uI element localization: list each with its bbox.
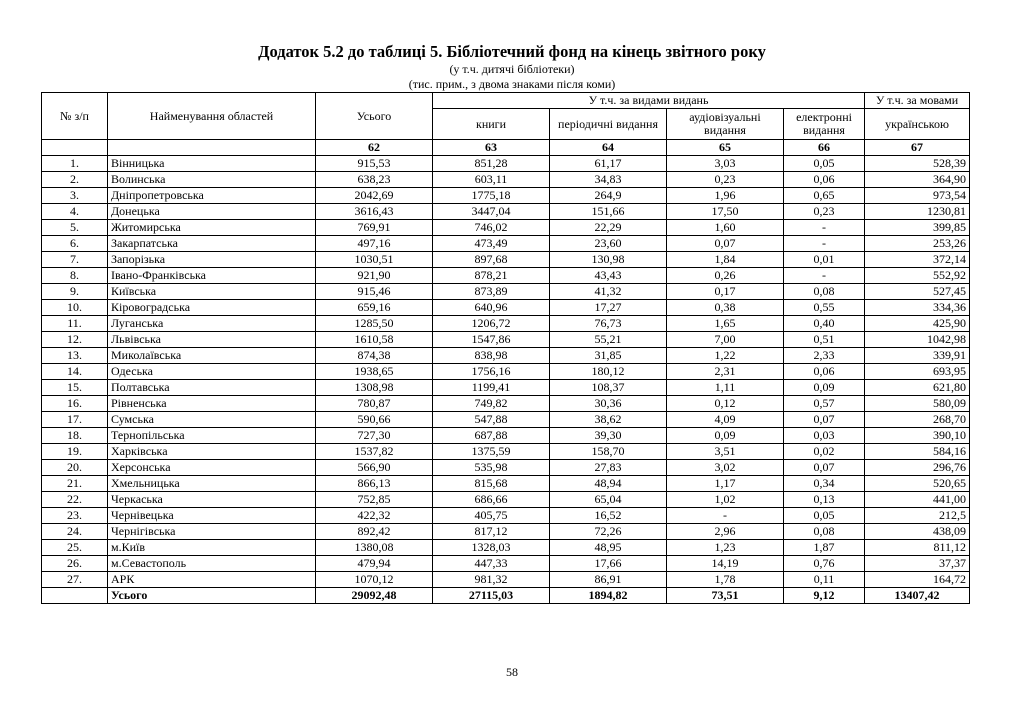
cell-books: 603,11 (433, 172, 550, 188)
cell-audiovisual: 1,22 (667, 348, 784, 364)
table-row (42, 204, 970, 220)
cell-num: 16. (42, 396, 108, 412)
header-ukrainian: українською (865, 109, 970, 140)
code-cell: 63 (433, 140, 550, 156)
cell-electronic: 0,08 (784, 284, 865, 300)
cell-num: 7. (42, 252, 108, 268)
cell-electronic: 0,06 (784, 364, 865, 380)
cell-name: Дніпропетровська (108, 188, 316, 204)
cell-periodicals: 16,52 (550, 508, 667, 524)
cell-books: 686,66 (433, 492, 550, 508)
cell-ukrainian: 1042,98 (865, 332, 970, 348)
cell-name: Закарпатська (108, 236, 316, 252)
cell-total: 921,90 (316, 268, 433, 284)
cell-total: 1030,51 (316, 252, 433, 268)
header-name: Найменування областей (108, 93, 316, 140)
cell-total: 915,53 (316, 156, 433, 172)
table-row (42, 252, 970, 268)
cell-num: 17. (42, 412, 108, 428)
cell-electronic: 0,40 (784, 316, 865, 332)
table-row (42, 508, 970, 524)
cell-total: 590,66 (316, 412, 433, 428)
table-row (42, 396, 970, 412)
cell-ukrainian: 339,91 (865, 348, 970, 364)
cell-periodicals: 30,36 (550, 396, 667, 412)
cell-electronic: - (784, 268, 865, 284)
cell-audiovisual: 0,09 (667, 428, 784, 444)
cell-num: 26. (42, 556, 108, 572)
table-row (42, 220, 970, 236)
total-cell-periodicals: 1894,82 (550, 588, 667, 604)
cell-name: Донецька (108, 204, 316, 220)
total-cell-total: 29092,48 (316, 588, 433, 604)
cell-ukrainian: 425,90 (865, 316, 970, 332)
cell-name: Волинська (108, 172, 316, 188)
document-units-note: (тис. прим., з двома знаками після коми) (408, 77, 616, 91)
cell-electronic: 0,01 (784, 252, 865, 268)
cell-books: 473,49 (433, 236, 550, 252)
cell-name: АРК (108, 572, 316, 588)
table-row (42, 492, 970, 508)
header-by-type: У т.ч. за видами видань (433, 93, 865, 109)
cell-audiovisual: 14,19 (667, 556, 784, 572)
cell-periodicals: 34,83 (550, 172, 667, 188)
table-row (42, 540, 970, 556)
cell-periodicals: 48,94 (550, 476, 667, 492)
cell-total: 752,85 (316, 492, 433, 508)
document-title: Додаток 5.2 до таблиці 5. Бібліотечний фонд на кінець звітного року (258, 42, 766, 61)
cell-periodicals: 23,60 (550, 236, 667, 252)
cell-name: Вінницька (108, 156, 316, 172)
cell-periodicals: 39,30 (550, 428, 667, 444)
cell-audiovisual: - (667, 508, 784, 524)
cell-periodicals: 108,37 (550, 380, 667, 396)
cell-electronic: 0,57 (784, 396, 865, 412)
cell-ukrainian: 438,09 (865, 524, 970, 540)
cell-total: 915,46 (316, 284, 433, 300)
cell-total: 769,91 (316, 220, 433, 236)
cell-total: 497,16 (316, 236, 433, 252)
cell-ukrainian: 364,90 (865, 172, 970, 188)
cell-name: Рівненська (108, 396, 316, 412)
cell-electronic: 0,03 (784, 428, 865, 444)
cell-num: 6. (42, 236, 108, 252)
cell-periodicals: 41,32 (550, 284, 667, 300)
cell-ukrainian: 212,5 (865, 508, 970, 524)
cell-total: 1938,65 (316, 364, 433, 380)
cell-books: 851,28 (433, 156, 550, 172)
cell-name: Івано-Франківська (108, 268, 316, 284)
cell-total: 874,38 (316, 348, 433, 364)
table-row (42, 428, 970, 444)
cell-audiovisual: 2,31 (667, 364, 784, 380)
cell-ukrainian: 811,12 (865, 540, 970, 556)
cell-ukrainian: 37,37 (865, 556, 970, 572)
cell-num: 1. (42, 156, 108, 172)
cell-books: 817,12 (433, 524, 550, 540)
cell-periodicals: 48,95 (550, 540, 667, 556)
cell-audiovisual: 1,78 (667, 572, 784, 588)
cell-periodicals: 61,17 (550, 156, 667, 172)
cell-audiovisual: 1,96 (667, 188, 784, 204)
cell-name: Харківська (108, 444, 316, 460)
cell-audiovisual: 0,26 (667, 268, 784, 284)
code-cell: 67 (865, 140, 970, 156)
cell-num: 15. (42, 380, 108, 396)
cell-periodicals: 151,66 (550, 204, 667, 220)
table-row (42, 524, 970, 540)
cell-total: 866,13 (316, 476, 433, 492)
cell-books: 897,68 (433, 252, 550, 268)
code-cell: 62 (316, 140, 433, 156)
cell-num: 22. (42, 492, 108, 508)
cell-name: Херсонська (108, 460, 316, 476)
cell-electronic: 0,07 (784, 460, 865, 476)
cell-electronic: 2,33 (784, 348, 865, 364)
cell-total: 638,23 (316, 172, 433, 188)
cell-num: 12. (42, 332, 108, 348)
table-row (42, 476, 970, 492)
cell-name: м.Севастополь (108, 556, 316, 572)
cell-audiovisual: 0,12 (667, 396, 784, 412)
header-books: книги (433, 109, 550, 140)
cell-periodicals: 65,04 (550, 492, 667, 508)
cell-num: 21. (42, 476, 108, 492)
cell-ukrainian: 441,00 (865, 492, 970, 508)
cell-audiovisual: 3,02 (667, 460, 784, 476)
cell-electronic: 0,08 (784, 524, 865, 540)
cell-periodicals: 264,9 (550, 188, 667, 204)
cell-ukrainian: 973,54 (865, 188, 970, 204)
table-row (42, 332, 970, 348)
code-cell: 66 (784, 140, 865, 156)
cell-ukrainian: 584,16 (865, 444, 970, 460)
cell-audiovisual: 1,60 (667, 220, 784, 236)
cell-books: 746,02 (433, 220, 550, 236)
cell-ukrainian: 296,76 (865, 460, 970, 476)
cell-electronic: 0,02 (784, 444, 865, 460)
header-codes-row (42, 140, 970, 156)
cell-ukrainian: 1230,81 (865, 204, 970, 220)
cell-total: 1610,58 (316, 332, 433, 348)
cell-audiovisual: 0,07 (667, 236, 784, 252)
cell-num: 2. (42, 172, 108, 188)
cell-periodicals: 130,98 (550, 252, 667, 268)
total-cell-books: 27115,03 (433, 588, 550, 604)
total-cell-audiovisual: 73,51 (667, 588, 784, 604)
cell-ukrainian: 528,39 (865, 156, 970, 172)
cell-audiovisual: 3,03 (667, 156, 784, 172)
cell-total: 1070,12 (316, 572, 433, 588)
cell-audiovisual: 17,50 (667, 204, 784, 220)
cell-name: м.Київ (108, 540, 316, 556)
code-cell: 65 (667, 140, 784, 156)
cell-name: Луганська (108, 316, 316, 332)
cell-name: Кіровоградська (108, 300, 316, 316)
cell-periodicals: 55,21 (550, 332, 667, 348)
total-cell-electronic: 9,12 (784, 588, 865, 604)
cell-name: Одеська (108, 364, 316, 380)
cell-electronic: - (784, 236, 865, 252)
table-row (42, 188, 970, 204)
cell-audiovisual: 0,17 (667, 284, 784, 300)
cell-name: Сумська (108, 412, 316, 428)
cell-num: 25. (42, 540, 108, 556)
cell-books: 405,75 (433, 508, 550, 524)
cell-audiovisual: 1,11 (667, 380, 784, 396)
header-electronic: електронні видання (784, 109, 865, 140)
cell-total: 566,90 (316, 460, 433, 476)
cell-num: 14. (42, 364, 108, 380)
cell-ukrainian: 520,65 (865, 476, 970, 492)
library-fund-table (41, 92, 970, 604)
cell-periodicals: 17,66 (550, 556, 667, 572)
cell-books: 3447,04 (433, 204, 550, 220)
cell-ukrainian: 399,85 (865, 220, 970, 236)
cell-periodicals: 38,62 (550, 412, 667, 428)
cell-num: 13. (42, 348, 108, 364)
table-row (42, 444, 970, 460)
header-audiovisual: аудіовізуальні видання (667, 109, 784, 140)
cell-periodicals: 43,43 (550, 268, 667, 284)
cell-ukrainian: 268,70 (865, 412, 970, 428)
cell-num: 3. (42, 188, 108, 204)
cell-periodicals: 86,91 (550, 572, 667, 588)
cell-total: 3616,43 (316, 204, 433, 220)
header-row-1 (42, 93, 970, 109)
cell-books: 815,68 (433, 476, 550, 492)
cell-num: 23. (42, 508, 108, 524)
table-row (42, 316, 970, 332)
cell-total: 659,16 (316, 300, 433, 316)
cell-num: 18. (42, 428, 108, 444)
cell-name: Миколаївська (108, 348, 316, 364)
cell-books: 447,33 (433, 556, 550, 572)
table-row (42, 556, 970, 572)
cell-electronic: 0,55 (784, 300, 865, 316)
table-row (42, 348, 970, 364)
total-cell-label: Усього (108, 588, 316, 604)
cell-total: 2042,69 (316, 188, 433, 204)
cell-books: 1756,16 (433, 364, 550, 380)
cell-periodicals: 76,73 (550, 316, 667, 332)
document-subtitle: (у т.ч. дитячі бібліотеки) (449, 62, 575, 76)
cell-ukrainian: 580,09 (865, 396, 970, 412)
cell-books: 1199,41 (433, 380, 550, 396)
cell-books: 687,88 (433, 428, 550, 444)
cell-audiovisual: 1,17 (667, 476, 784, 492)
cell-total: 1285,50 (316, 316, 433, 332)
cell-audiovisual: 0,23 (667, 172, 784, 188)
cell-electronic: - (784, 220, 865, 236)
total-cell-ukrainian: 13407,42 (865, 588, 970, 604)
cell-num: 5. (42, 220, 108, 236)
cell-total: 727,30 (316, 428, 433, 444)
table-row (42, 460, 970, 476)
cell-electronic: 0,11 (784, 572, 865, 588)
cell-electronic: 0,05 (784, 156, 865, 172)
cell-audiovisual: 0,38 (667, 300, 784, 316)
cell-books: 981,32 (433, 572, 550, 588)
cell-name: Запорізька (108, 252, 316, 268)
cell-books: 1328,03 (433, 540, 550, 556)
cell-num: 20. (42, 460, 108, 476)
cell-name: Чернівецька (108, 508, 316, 524)
cell-name: Хмельницька (108, 476, 316, 492)
cell-electronic: 0,13 (784, 492, 865, 508)
cell-periodicals: 17,27 (550, 300, 667, 316)
cell-books: 640,96 (433, 300, 550, 316)
cell-periodicals: 31,85 (550, 348, 667, 364)
total-cell-empty (42, 588, 108, 604)
cell-books: 1375,59 (433, 444, 550, 460)
cell-books: 749,82 (433, 396, 550, 412)
cell-audiovisual: 1,65 (667, 316, 784, 332)
table-row (42, 572, 970, 588)
cell-num: 10. (42, 300, 108, 316)
table-row (42, 172, 970, 188)
table-row (42, 236, 970, 252)
cell-name: Житомирська (108, 220, 316, 236)
cell-num: 4. (42, 204, 108, 220)
cell-ukrainian: 552,92 (865, 268, 970, 284)
cell-ukrainian: 693,95 (865, 364, 970, 380)
cell-name: Тернопільська (108, 428, 316, 444)
cell-electronic: 0,34 (784, 476, 865, 492)
cell-electronic: 0,51 (784, 332, 865, 348)
cell-total: 1380,08 (316, 540, 433, 556)
cell-ukrainian: 621,80 (865, 380, 970, 396)
table-row (42, 284, 970, 300)
cell-periodicals: 180,12 (550, 364, 667, 380)
cell-books: 1206,72 (433, 316, 550, 332)
cell-ukrainian: 527,45 (865, 284, 970, 300)
cell-periodicals: 27,83 (550, 460, 667, 476)
cell-books: 547,88 (433, 412, 550, 428)
cell-num: 19. (42, 444, 108, 460)
cell-total: 479,94 (316, 556, 433, 572)
cell-total: 422,32 (316, 508, 433, 524)
cell-books: 535,98 (433, 460, 550, 476)
code-cell: 64 (550, 140, 667, 156)
header-by-language: У т.ч. за мовами (865, 93, 970, 109)
cell-books: 1775,18 (433, 188, 550, 204)
cell-audiovisual: 7,00 (667, 332, 784, 348)
cell-periodicals: 72,26 (550, 524, 667, 540)
header-num: № з/п (42, 93, 108, 140)
cell-electronic: 0,76 (784, 556, 865, 572)
cell-name: Чернігівська (108, 524, 316, 540)
cell-audiovisual: 1,84 (667, 252, 784, 268)
cell-periodicals: 22,29 (550, 220, 667, 236)
cell-num: 27. (42, 572, 108, 588)
cell-ukrainian: 372,14 (865, 252, 970, 268)
cell-name: Черкаська (108, 492, 316, 508)
cell-name: Київська (108, 284, 316, 300)
cell-electronic: 0,07 (784, 412, 865, 428)
totals-row (42, 588, 970, 604)
cell-electronic: 0,65 (784, 188, 865, 204)
table-row (42, 364, 970, 380)
cell-ukrainian: 164,72 (865, 572, 970, 588)
cell-audiovisual: 1,23 (667, 540, 784, 556)
cell-ukrainian: 253,26 (865, 236, 970, 252)
table-row (42, 300, 970, 316)
cell-electronic: 0,06 (784, 172, 865, 188)
table-row (42, 268, 970, 284)
cell-electronic: 1,87 (784, 540, 865, 556)
cell-electronic: 0,23 (784, 204, 865, 220)
cell-name: Львівська (108, 332, 316, 348)
cell-audiovisual: 1,02 (667, 492, 784, 508)
cell-books: 878,21 (433, 268, 550, 284)
header-periodicals: періодичні видання (550, 109, 667, 140)
cell-total: 1537,82 (316, 444, 433, 460)
table-row (42, 156, 970, 172)
cell-total: 780,87 (316, 396, 433, 412)
cell-ukrainian: 390,10 (865, 428, 970, 444)
cell-ukrainian: 334,36 (865, 300, 970, 316)
cell-num: 9. (42, 284, 108, 300)
cell-num: 24. (42, 524, 108, 540)
cell-periodicals: 158,70 (550, 444, 667, 460)
cell-books: 838,98 (433, 348, 550, 364)
cell-name: Полтавська (108, 380, 316, 396)
table-row (42, 412, 970, 428)
cell-audiovisual: 4,09 (667, 412, 784, 428)
cell-num: 8. (42, 268, 108, 284)
cell-num: 11. (42, 316, 108, 332)
cell-electronic: 0,09 (784, 380, 865, 396)
cell-total: 892,42 (316, 524, 433, 540)
header-total: Усього (316, 93, 433, 140)
page-number: 58 (506, 665, 518, 679)
table-row (42, 380, 970, 396)
cell-audiovisual: 3,51 (667, 444, 784, 460)
cell-total: 1308,98 (316, 380, 433, 396)
cell-electronic: 0,05 (784, 508, 865, 524)
cell-books: 873,89 (433, 284, 550, 300)
cell-books: 1547,86 (433, 332, 550, 348)
cell-audiovisual: 2,96 (667, 524, 784, 540)
